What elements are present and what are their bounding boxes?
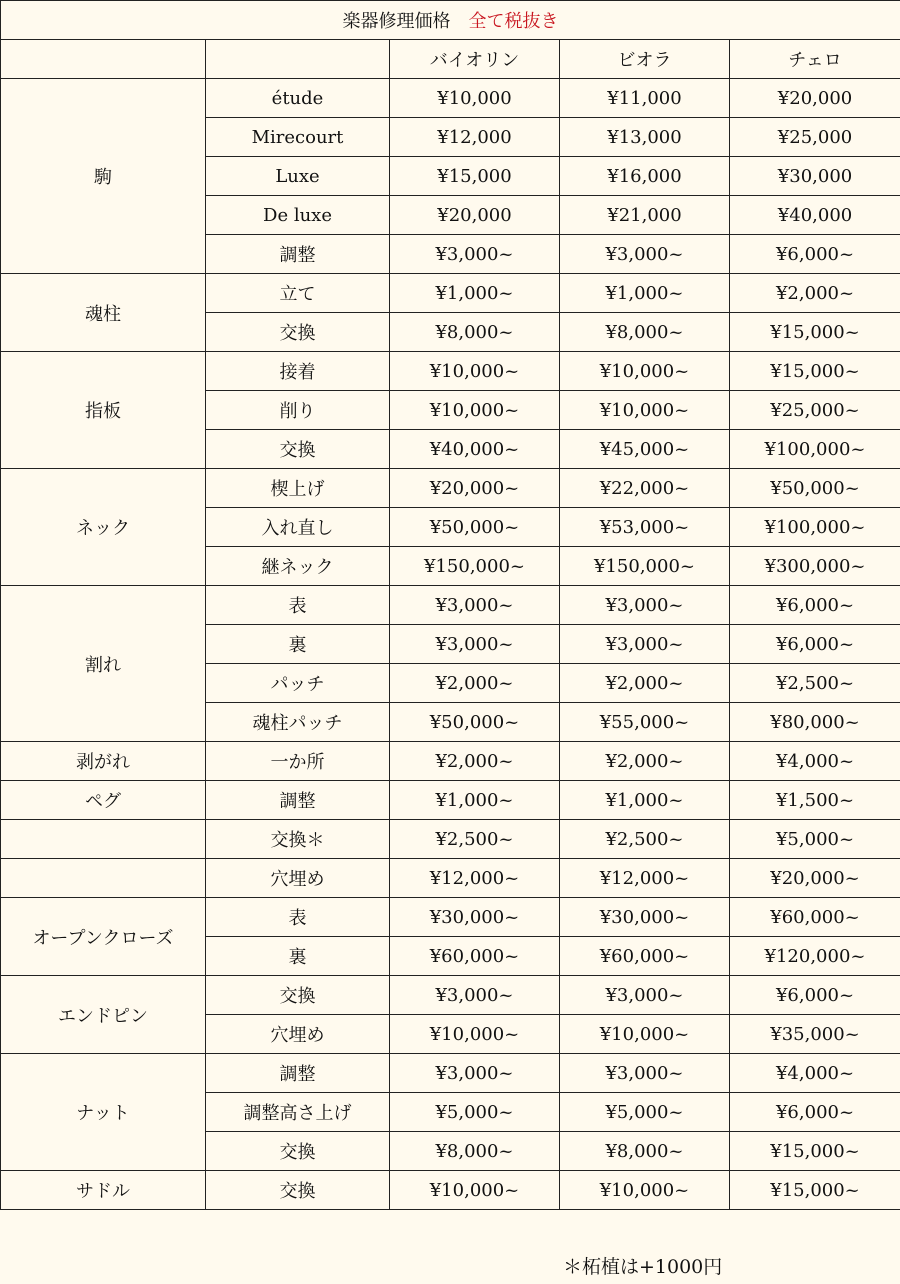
item-label: 接着 — [206, 352, 390, 391]
price-cello: ¥40,000 — [730, 196, 900, 235]
footnote: ＊柘植は+1000円 — [563, 1256, 723, 1278]
price-viola: ¥21,000 — [560, 196, 730, 235]
price-violin: ¥150,000~ — [390, 547, 560, 586]
item-label: 交換 — [206, 430, 390, 469]
header-empty-category — [1, 40, 206, 79]
price-cello: ¥6,000~ — [730, 1093, 900, 1132]
item-label: 入れ直し — [206, 508, 390, 547]
item-label: 継ネック — [206, 547, 390, 586]
price-viola: ¥10,000~ — [560, 391, 730, 430]
category-cell: 駒 — [1, 79, 206, 274]
price-cello: ¥20,000~ — [730, 859, 900, 898]
item-label: 立て — [206, 274, 390, 313]
table-row — [1, 469, 900, 508]
price-violin: ¥12,000 — [390, 118, 560, 157]
table-row — [1, 781, 900, 820]
price-violin: ¥3,000~ — [390, 235, 560, 274]
price-viola: ¥13,000 — [560, 118, 730, 157]
price-cello: ¥2,000~ — [730, 274, 900, 313]
category-cell: 魂柱 — [1, 274, 206, 352]
price-violin: ¥30,000~ — [390, 898, 560, 937]
category-cell: ネック — [1, 469, 206, 586]
header-viola: ビオラ — [560, 40, 730, 79]
price-viola: ¥3,000~ — [560, 586, 730, 625]
table-row — [1, 742, 900, 781]
item-label: 裏 — [206, 937, 390, 976]
item-label: 穴埋め — [206, 1015, 390, 1054]
table-row — [1, 859, 900, 898]
header-row — [1, 40, 900, 79]
price-viola: ¥3,000~ — [560, 1054, 730, 1093]
price-cello: ¥6,000~ — [730, 586, 900, 625]
item-label: Luxe — [206, 157, 390, 196]
price-cello: ¥2,500~ — [730, 664, 900, 703]
item-label: 調整 — [206, 1054, 390, 1093]
item-label: 一か所 — [206, 742, 390, 781]
price-cello: ¥20,000 — [730, 79, 900, 118]
price-cello: ¥120,000~ — [730, 937, 900, 976]
item-label: 穴埋め — [206, 859, 390, 898]
price-violin: ¥3,000~ — [390, 586, 560, 625]
item-label: 裏 — [206, 625, 390, 664]
price-viola: ¥150,000~ — [560, 547, 730, 586]
price-cello: ¥6,000~ — [730, 235, 900, 274]
price-cello: ¥6,000~ — [730, 976, 900, 1015]
price-violin: ¥3,000~ — [390, 1054, 560, 1093]
price-cello: ¥25,000~ — [730, 391, 900, 430]
price-violin: ¥3,000~ — [390, 625, 560, 664]
price-viola: ¥10,000~ — [560, 1015, 730, 1054]
table-row — [1, 820, 900, 859]
item-label: étude — [206, 79, 390, 118]
price-viola: ¥3,000~ — [560, 625, 730, 664]
item-label: Mirecourt — [206, 118, 390, 157]
price-viola: ¥8,000~ — [560, 1132, 730, 1171]
category-cell: サドル — [1, 1171, 206, 1210]
price-viola: ¥3,000~ — [560, 235, 730, 274]
header-violin: バイオリン — [390, 40, 560, 79]
item-label: 交換＊ — [206, 820, 390, 859]
price-viola: ¥10,000~ — [560, 352, 730, 391]
item-label: 魂柱パッチ — [206, 703, 390, 742]
table-row — [1, 898, 900, 937]
category-cell: 割れ — [1, 586, 206, 742]
price-viola: ¥2,000~ — [560, 664, 730, 703]
price-violin: ¥20,000~ — [390, 469, 560, 508]
price-violin: ¥60,000~ — [390, 937, 560, 976]
table-row — [1, 352, 900, 391]
category-cell — [1, 820, 206, 859]
price-cello: ¥50,000~ — [730, 469, 900, 508]
price-viola: ¥2,000~ — [560, 742, 730, 781]
category-cell: 剥がれ — [1, 742, 206, 781]
price-violin: ¥50,000~ — [390, 508, 560, 547]
title-row — [1, 1, 900, 40]
price-viola: ¥3,000~ — [560, 976, 730, 1015]
price-cello: ¥15,000~ — [730, 352, 900, 391]
item-label: 楔上げ — [206, 469, 390, 508]
price-violin: ¥8,000~ — [390, 313, 560, 352]
price-violin: ¥10,000~ — [390, 391, 560, 430]
category-cell: オープンクローズ — [1, 898, 206, 976]
price-cello: ¥4,000~ — [730, 742, 900, 781]
price-violin: ¥3,000~ — [390, 976, 560, 1015]
table-title — [1, 1, 900, 40]
price-violin: ¥1,000~ — [390, 781, 560, 820]
price-violin: ¥2,500~ — [390, 820, 560, 859]
table-row — [1, 976, 900, 1015]
price-cello: ¥100,000~ — [730, 508, 900, 547]
price-violin: ¥8,000~ — [390, 1132, 560, 1171]
table-row — [1, 79, 900, 118]
table-row — [1, 1171, 900, 1210]
category-cell: エンドピン — [1, 976, 206, 1054]
price-cello: ¥100,000~ — [730, 430, 900, 469]
price-viola: ¥30,000~ — [560, 898, 730, 937]
price-viola: ¥53,000~ — [560, 508, 730, 547]
category-cell: 指板 — [1, 352, 206, 469]
table-body — [1, 1, 900, 1210]
price-violin: ¥2,000~ — [390, 742, 560, 781]
price-cello: ¥60,000~ — [730, 898, 900, 937]
price-viola: ¥55,000~ — [560, 703, 730, 742]
table-row — [1, 586, 900, 625]
item-label: 調整高さ上げ — [206, 1093, 390, 1132]
price-viola: ¥22,000~ — [560, 469, 730, 508]
price-cello: ¥15,000~ — [730, 1132, 900, 1171]
price-violin: ¥40,000~ — [390, 430, 560, 469]
price-viola: ¥60,000~ — [560, 937, 730, 976]
price-violin: ¥10,000~ — [390, 1015, 560, 1054]
price-viola: ¥12,000~ — [560, 859, 730, 898]
item-label: パッチ — [206, 664, 390, 703]
price-violin: ¥10,000~ — [390, 1171, 560, 1210]
title-main: 楽器修理価格 — [342, 11, 451, 32]
price-viola: ¥16,000 — [560, 157, 730, 196]
price-viola: ¥1,000~ — [560, 781, 730, 820]
header-cello: チェロ — [730, 40, 900, 79]
price-cello: ¥6,000~ — [730, 625, 900, 664]
table-row — [1, 1054, 900, 1093]
price-cello: ¥4,000~ — [730, 1054, 900, 1093]
price-cello: ¥1,500~ — [730, 781, 900, 820]
category-cell: ペグ — [1, 781, 206, 820]
price-cello: ¥5,000~ — [730, 820, 900, 859]
price-cello: ¥35,000~ — [730, 1015, 900, 1054]
item-label: 交換 — [206, 1132, 390, 1171]
header-empty-item — [206, 40, 390, 79]
price-violin: ¥50,000~ — [390, 703, 560, 742]
price-cello: ¥300,000~ — [730, 547, 900, 586]
table-row — [1, 274, 900, 313]
item-label: 交換 — [206, 1171, 390, 1210]
price-viola: ¥8,000~ — [560, 313, 730, 352]
price-violin: ¥2,000~ — [390, 664, 560, 703]
price-viola: ¥2,500~ — [560, 820, 730, 859]
price-cello: ¥25,000 — [730, 118, 900, 157]
item-label: 交換 — [206, 976, 390, 1015]
item-label: 表 — [206, 898, 390, 937]
item-label: 削り — [206, 391, 390, 430]
price-viola: ¥45,000~ — [560, 430, 730, 469]
price-cello: ¥80,000~ — [730, 703, 900, 742]
category-cell: ナット — [1, 1054, 206, 1171]
price-viola: ¥10,000~ — [560, 1171, 730, 1210]
tax-note: 全て税抜き — [468, 11, 559, 32]
category-cell — [1, 859, 206, 898]
price-violin: ¥15,000 — [390, 157, 560, 196]
price-violin: ¥20,000 — [390, 196, 560, 235]
price-violin: ¥10,000~ — [390, 352, 560, 391]
price-violin: ¥10,000 — [390, 79, 560, 118]
price-cello: ¥30,000 — [730, 157, 900, 196]
item-label: 調整 — [206, 781, 390, 820]
price-viola: ¥5,000~ — [560, 1093, 730, 1132]
price-viola: ¥11,000 — [560, 79, 730, 118]
item-label: 調整 — [206, 235, 390, 274]
item-label: 表 — [206, 586, 390, 625]
price-violin: ¥12,000~ — [390, 859, 560, 898]
price-cello: ¥15,000~ — [730, 1171, 900, 1210]
price-violin: ¥5,000~ — [390, 1093, 560, 1132]
item-label: De luxe — [206, 196, 390, 235]
item-label: 交換 — [206, 313, 390, 352]
price-cello: ¥15,000~ — [730, 313, 900, 352]
price-viola: ¥1,000~ — [560, 274, 730, 313]
price-violin: ¥1,000~ — [390, 274, 560, 313]
